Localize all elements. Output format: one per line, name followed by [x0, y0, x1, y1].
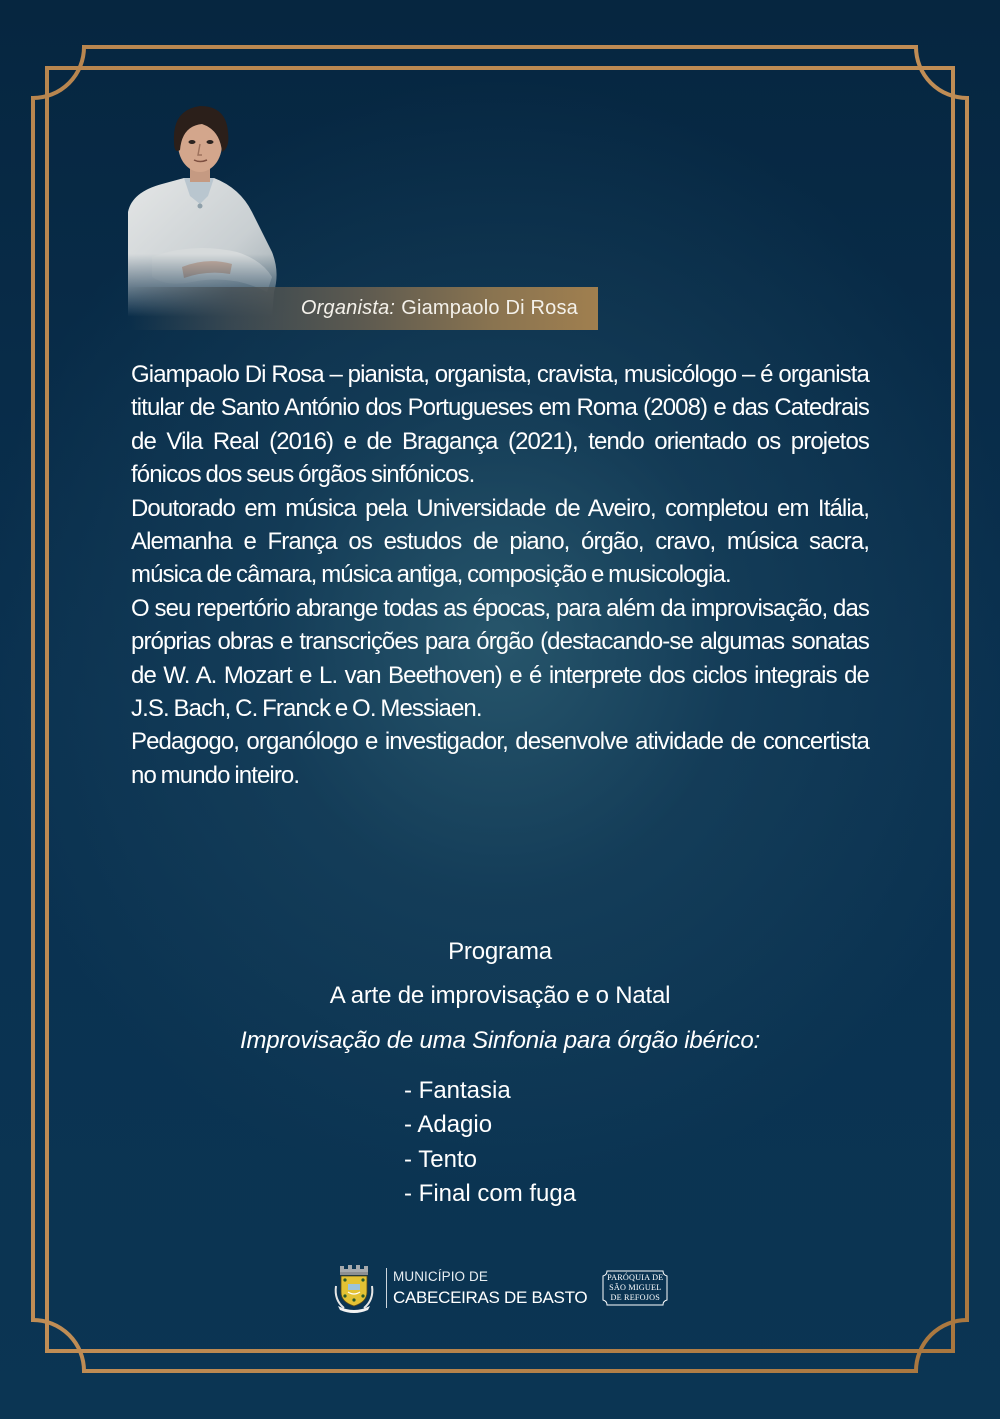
footer-logos [330, 1262, 669, 1314]
municipal-crest-icon [330, 1262, 378, 1314]
bio-paragraph-4: Pedagogo, organólogo e investigador, desenvolve atividade de concertista no mundo inteiro. [131, 728, 869, 789]
movement-item: - Final com fuga [404, 1179, 577, 1207]
logo-divider [386, 1268, 387, 1308]
parish-line-2: SÃO MIGUEL [609, 1283, 662, 1293]
program-work: Improvisação de uma Sinfonia para órgão ibérico: [239, 1027, 761, 1054]
municipality-line-1: MUNICÍPIO DE [393, 1268, 488, 1284]
organist-portrait [122, 92, 282, 317]
bio-paragraph-3: O seu repertório abrange todas as épocas, para além da improvisação, das próprias obras e transcrições para órgão (destacando-se algumas sonatas de W. A. Mozart e L. van Beethoven) e é interprete dos ciclos integrais de J.S. Bach, C. Franck e O. Messiaen. [131, 594, 869, 723]
caption-name: Giampaolo Di Rosa [401, 297, 578, 319]
bio-paragraph-1: Giampaolo Di Rosa – pianista, organista, cravista, musicólogo – é organista titular de Santo António dos Portugueses em Roma (2008) e das Catedrais de Vila Real (2016) e de Bragança (2021), tendo orientado os projetos fónicos dos seus órgãos sinfónicos. [131, 361, 869, 489]
bio-paragraph-2: Doutorado em música pela Universidade de Aveiro, completou em Itália, Alemanha e França os estudos de piano, órgão, cravo, música sacra, música de câmara, música antiga, composição e musicologia. [131, 494, 869, 589]
movement-item: - Adagio [404, 1111, 493, 1139]
parish-line-3: DE REFOJOS [610, 1292, 661, 1302]
organist-caption-bar [128, 287, 598, 330]
program-movements [404, 1074, 576, 1211]
program-title: A arte de improvisação e o Natal [329, 982, 671, 1009]
municipality-line-2: CABECEIRAS DE BASTO [393, 1288, 588, 1308]
caption-role: Organista: [300, 297, 396, 319]
municipality-logo-text [393, 1270, 587, 1307]
movement-item: - Tento [404, 1145, 477, 1173]
program-heading: Programa [448, 938, 552, 965]
parish-logo [601, 1270, 669, 1306]
parish-line-1: PARÓQUIA DE [607, 1273, 664, 1283]
movement-item: - Fantasia [404, 1077, 511, 1104]
biography [131, 358, 869, 792]
